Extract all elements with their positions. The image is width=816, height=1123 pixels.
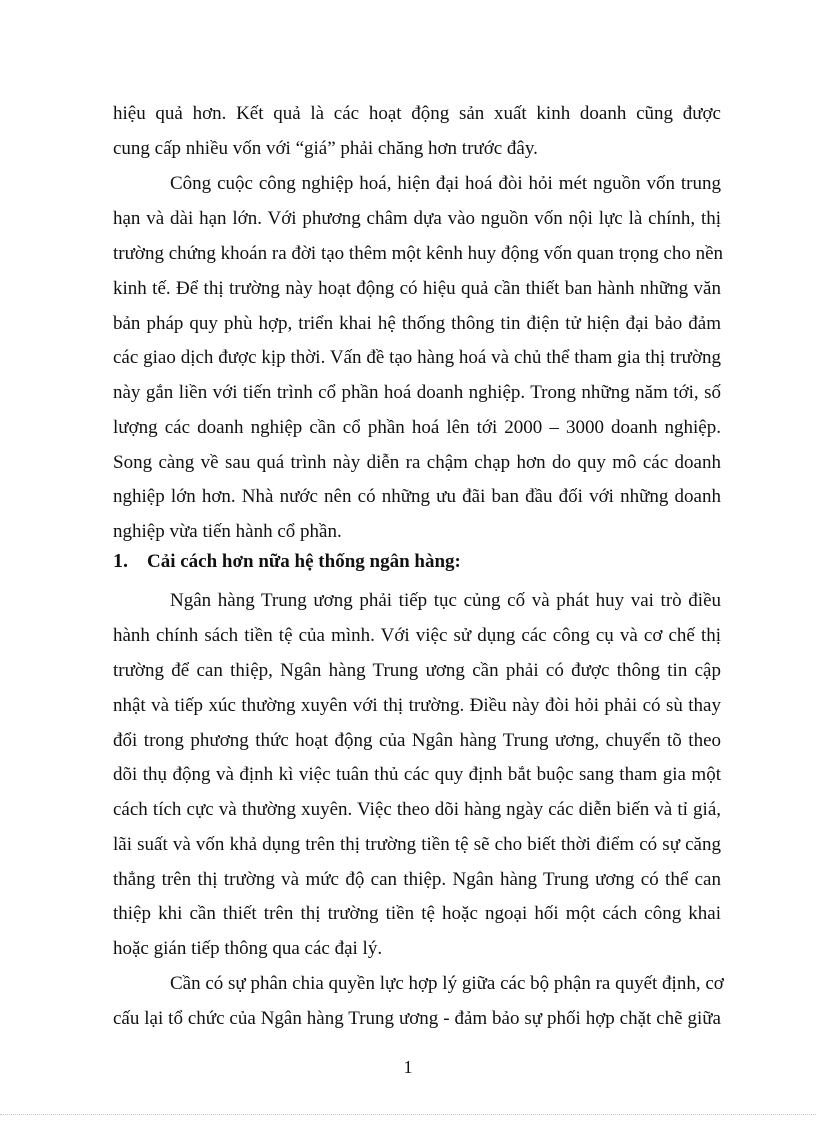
text-line: hiệu quả hơn. Kết quả là các hoạt động sản xuất kinh doanh cũng được xyxy=(113,103,721,124)
text-line: cấu lại tổ chức của Ngân hàng Trung ương - đảm bảo sự phối hợp chặt chẽ giữa xyxy=(113,1008,721,1029)
text-line: lãi suất và vốn khả dụng trên thị trường tiền tệ sẽ cho biết thời điểm có sự căng xyxy=(113,834,721,855)
text-line: các giao dịch được kịp thời. Vấn đề tạo hàng hoá và chủ thể tham gia thị trường xyxy=(113,347,721,368)
text-line: Cần có sự phân chia quyền lực hợp lý giữa các bộ phận ra quyết định, cơ xyxy=(170,973,724,994)
text-line: cách tích cực và thường xuyên. Việc theo dõi hàng ngày các diễn biến và tỉ giá, xyxy=(113,799,721,820)
text-line: bản pháp quy phù hợp, triển khai hệ thống thông tin điện tử hiện đại bảo đảm xyxy=(113,313,721,334)
text-line: này gắn liền với tiến trình cổ phần hoá doanh nghiệp. Trong những năm tới, số xyxy=(113,382,721,403)
text-line: trường để can thiệp, Ngân hàng Trung ương cần phải có được thông tin cập xyxy=(113,660,721,681)
text-line: kinh tế. Để thị trường này hoạt động có hiệu quả cần thiết ban hành những văn xyxy=(113,278,721,299)
text-line: thiệp khi cần thiết trên thị trường tiền tệ hoặc ngoại hối một cách công khai xyxy=(113,903,721,924)
text-line: Công cuộc công nghiệp hoá, hiện đại hoá đòi hỏi mét nguồn vốn trung xyxy=(170,173,721,194)
page-bottom-divider xyxy=(0,1114,816,1115)
text-line: nhật và tiếp xúc thường xuyên với thị trường. Điều này đòi hỏi phải có sù thay xyxy=(113,695,721,716)
text-line: lượng các doanh nghiệp cần cổ phần hoá lên tới 2000 – 3000 doanh nghiệp. xyxy=(113,417,721,438)
page-number: 1 xyxy=(403,1057,413,1077)
text-line: đổi trong phương thức hoạt động của Ngân hàng Trung ương, chuyển tõ theo xyxy=(113,730,721,751)
text-line: nghiệp lớn hơn. Nhà nước nên có những ưu đãi ban đầu đối với những doanh xyxy=(113,486,721,507)
text-line: cung cấp nhiều vốn với “giá” phải chăng hơn trước đây. xyxy=(113,138,538,159)
text-line: Song càng về sau quá trình này diễn ra chậm chạp hơn do quy mô các doanh xyxy=(113,452,721,473)
section-number: 1. xyxy=(113,550,128,572)
text-line: trường chứng khoán ra đời tạo thêm một kênh huy động vốn quan trọng cho nền xyxy=(113,243,724,264)
section-title: Cải cách hơn nữa hệ thống ngân hàng: xyxy=(147,551,461,572)
text-line: hành chính sách tiền tệ của mình. Với việc sử dụng các công cụ và cơ chế thị xyxy=(113,625,721,646)
text-line: Ngân hàng Trung ương phải tiếp tục củng cố và phát huy vai trò điều xyxy=(170,590,721,611)
text-line: hạn và dài hạn lớn. Với phương châm dựa vào nguồn vốn nội lực là chính, thị xyxy=(113,208,721,229)
text-line: dõi thụ động và định kì việc tuân thủ các quy định bắt buộc sang tham gia một xyxy=(113,764,721,785)
text-line: thẳng trên thị trường và mức độ can thiệp. Ngân hàng Trung ương có thể can xyxy=(113,869,721,890)
text-line: hoặc gián tiếp thông qua các đại lý. xyxy=(113,938,383,959)
section-heading xyxy=(113,548,721,574)
text-line: nghiệp vừa tiến hành cổ phần. xyxy=(113,521,342,542)
